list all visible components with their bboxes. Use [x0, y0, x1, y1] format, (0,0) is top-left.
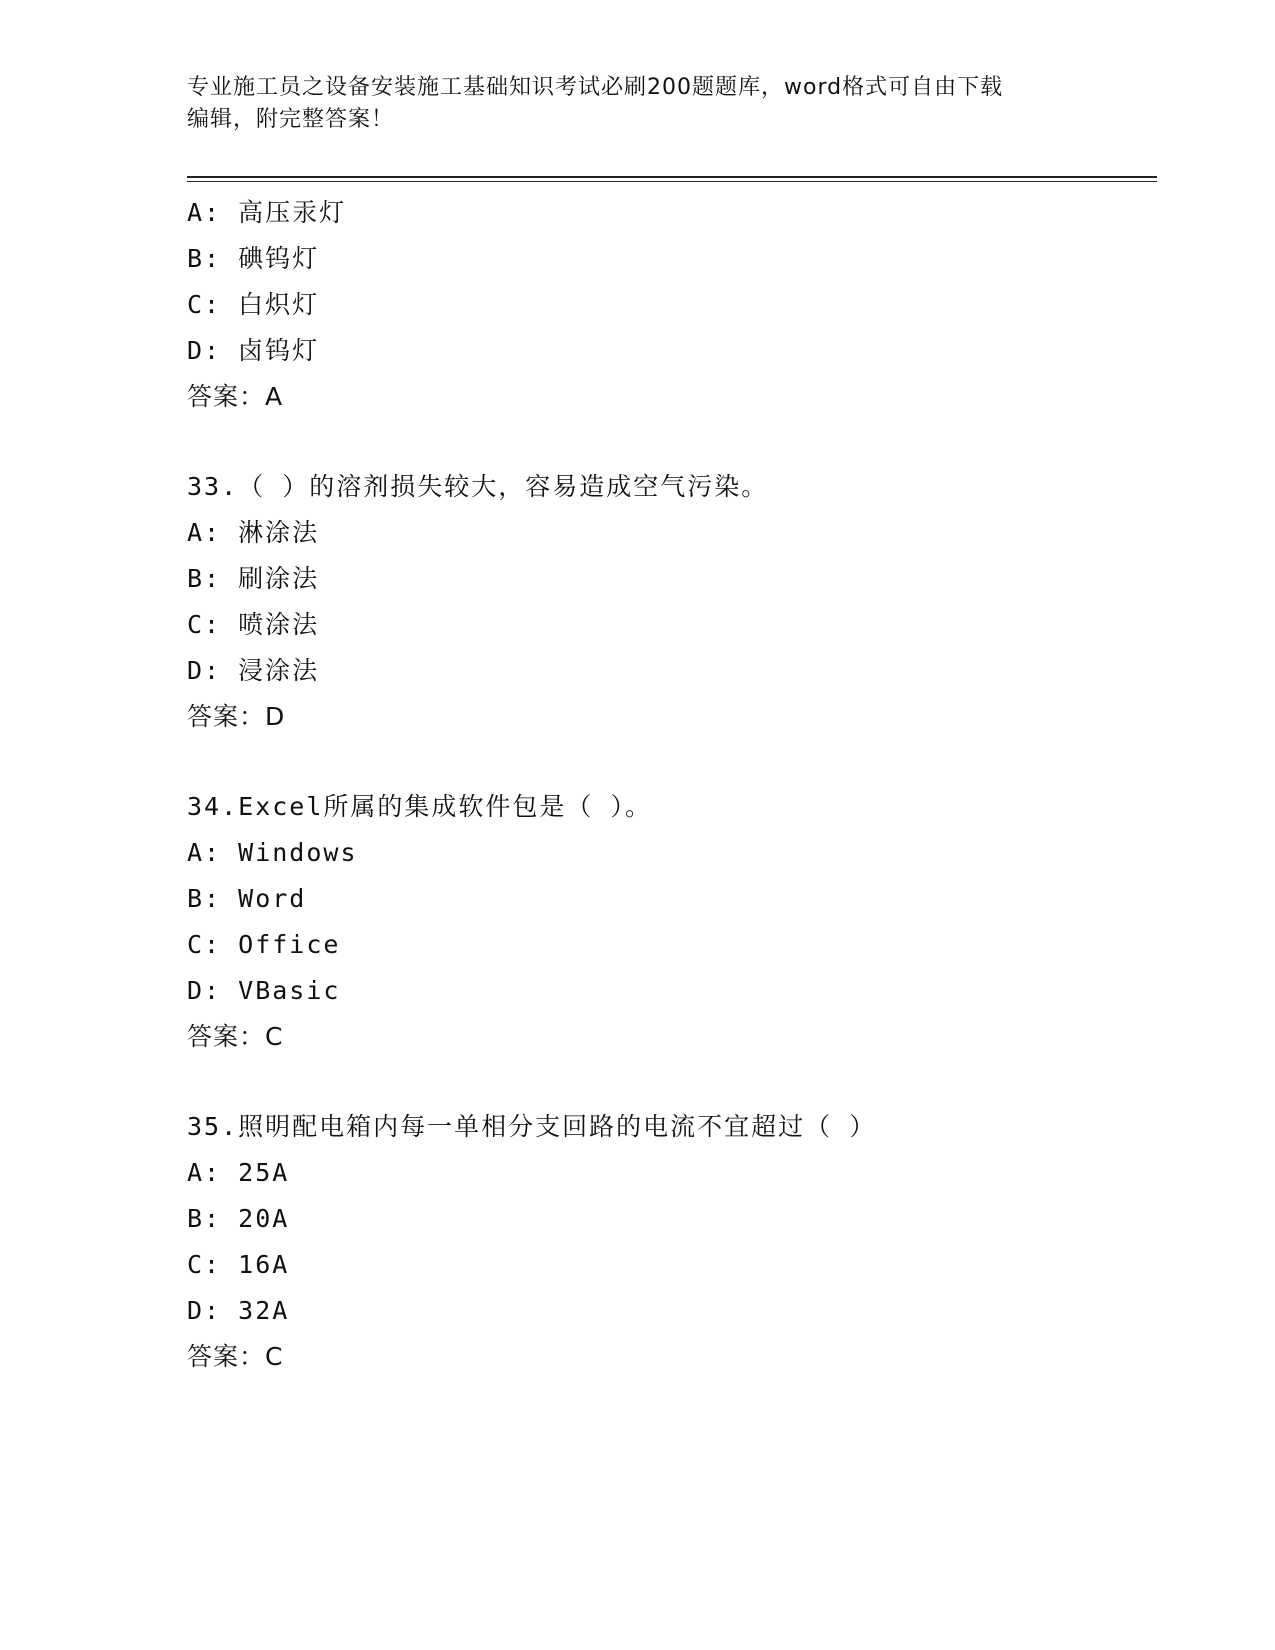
question-list	[187, 190, 1147, 1380]
option-d: D: 32A	[187, 1296, 290, 1325]
header-divider-thick	[187, 176, 1157, 178]
header-title-line-1: 专业施工员之设备安装施工基础知识考试必刷200题题库，word格式可自由下载	[187, 75, 1004, 100]
header-title-line-2: 编辑，附完整答案！	[187, 107, 395, 132]
question-block-32	[187, 190, 1147, 420]
option-d: D: 浸涂法	[187, 656, 320, 685]
question-text: 35.照明配电箱内每一单相分支回路的电流不宜超过（ ）	[187, 1112, 877, 1141]
answer: 答案：D	[187, 702, 286, 731]
question-block-34	[187, 784, 1147, 1060]
option-b: B: 碘钨灯	[187, 244, 320, 273]
document-header	[187, 72, 1067, 136]
option-a: A: 淋涂法	[187, 518, 320, 547]
option-b: B: Word	[187, 884, 307, 913]
option-c: C: 16A	[187, 1250, 290, 1279]
option-d: D: 卤钨灯	[187, 336, 320, 365]
option-b: B: 20A	[187, 1204, 290, 1233]
question-block-35	[187, 1104, 1147, 1380]
question-text: 34.Excel所属的集成软件包是（ ）。	[187, 792, 652, 821]
question-block-33	[187, 464, 1147, 740]
header-divider-thin	[187, 181, 1157, 182]
spacer	[187, 740, 1147, 784]
spacer	[187, 420, 1147, 464]
option-c: C: 喷涂法	[187, 610, 320, 639]
answer: 答案：C	[187, 1022, 284, 1051]
option-b: B: 刷涂法	[187, 564, 320, 593]
option-a: A: Windows	[187, 838, 358, 867]
option-a: A: 25A	[187, 1158, 290, 1187]
option-c: C: 白炽灯	[187, 290, 320, 319]
question-text: 33.（ ）的溶剂损失较大，容易造成空气污染。	[187, 472, 769, 501]
answer: 答案：C	[187, 1342, 284, 1371]
answer: 答案：A	[187, 382, 284, 411]
option-d: D: VBasic	[187, 976, 341, 1005]
spacer	[187, 1060, 1147, 1104]
option-a: A: 高压汞灯	[187, 198, 347, 227]
option-c: C: Office	[187, 930, 341, 959]
